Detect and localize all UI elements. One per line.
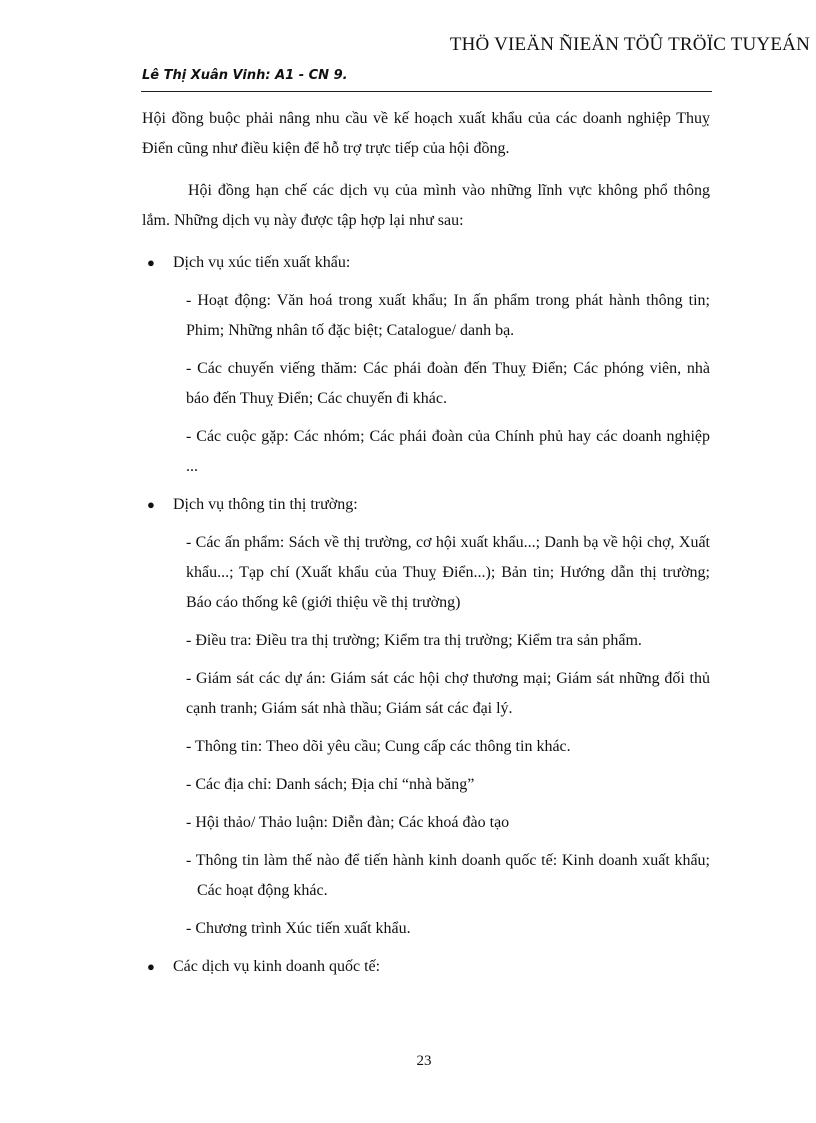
page-number: 23 [416,1053,432,1069]
paragraph-2: Hội đồng hạn chế các dịch vụ của mình vào những lĩnh vực không phổ thông lắm. Những dịch vụ này được tập hợp lại như sau: [142,182,710,229]
sub-item: - Chương trình Xúc tiến xuất khẩu. [186,920,411,937]
bullet-title: Các dịch vụ kinh doanh quốc tế: [173,958,381,975]
sub-item: - Các cuộc gặp: Các nhóm; Các phái đoàn của Chính phủ hay các doanh nghiệp ... [186,428,710,475]
author-line: Lê Thị Xuân Vinh: A1 - CN 9. [142,68,348,83]
sub-item: - Thông tin làm thế nào để tiến hành kinh doanh quốc tế: Kinh doanh xuất khẩu; Các hoạt động khác. [186,852,710,899]
paragraph-1: Hội đồng buộc phải nâng nhu cầu về kế hoạch xuất khẩu của các doanh nghiệp Thuỵ Điển cũng như điều kiện để hỗ trợ trực tiếp của hội đồng. [142,110,710,157]
bullet-international-business [142,952,710,982]
bullet-title: Dịch vụ xúc tiến xuất khẩu: [173,254,351,271]
bullet-title: Dịch vụ thông tin thị trường: [173,496,358,513]
bullet-market-info [142,490,710,520]
sub-item: - Hội thảo/ Thảo luận: Diễn đàn; Các khoá đào tạo [186,814,510,831]
sub-item: - Điều tra: Điều tra thị trường; Kiểm tra thị trường; Kiểm tra sản phẩm. [186,632,642,649]
sub-item: - Các ấn phẩm: Sách về thị trường, cơ hội xuất khẩu...; Danh bạ về hội chợ, Xuất khẩu...; Tạp chí (Xuất khẩu của Thuỵ Điển...); Bản tin; Hướng dẫn thị trường; Báo cáo thống kê (giới thiệu về thị trường) [186,534,710,611]
sub-item: - Thông tin: Theo dõi yêu cầu; Cung cấp các thông tin khác. [186,738,571,755]
bullet-export-promotion [142,248,710,278]
sub-item: - Các địa chỉ: Danh sách; Địa chỉ “nhà băng” [186,776,475,793]
sub-item: - Hoạt động: Văn hoá trong xuất khẩu; In ấn phẩm trong phát hành thông tin; Phim; Những nhân tố đặc biệt; Catalogue/ danh bạ. [186,292,710,339]
bullet-icon: ● [147,959,155,974]
header-divider [141,91,712,92]
sub-item: - Các chuyến viếng thăm: Các phái đoàn đến Thuỵ Điển; Các phóng viên, nhà báo đến Thuỵ Điển; Các chuyến đi khác. [186,360,710,407]
page-content [142,104,710,990]
bullet-icon: ● [147,255,155,270]
sub-item: - Giám sát các dự án: Giám sát các hội chợ thương mại; Giám sát những đối thủ cạnh tranh; Giám sát nhà thầu; Giám sát các đại lý. [186,670,710,717]
header-watermark: THÖ VIEÄN ÑIEÄN TÖÛ TRÖÏC TUYEÁN [449,34,810,55]
bullet-icon: ● [147,497,155,512]
